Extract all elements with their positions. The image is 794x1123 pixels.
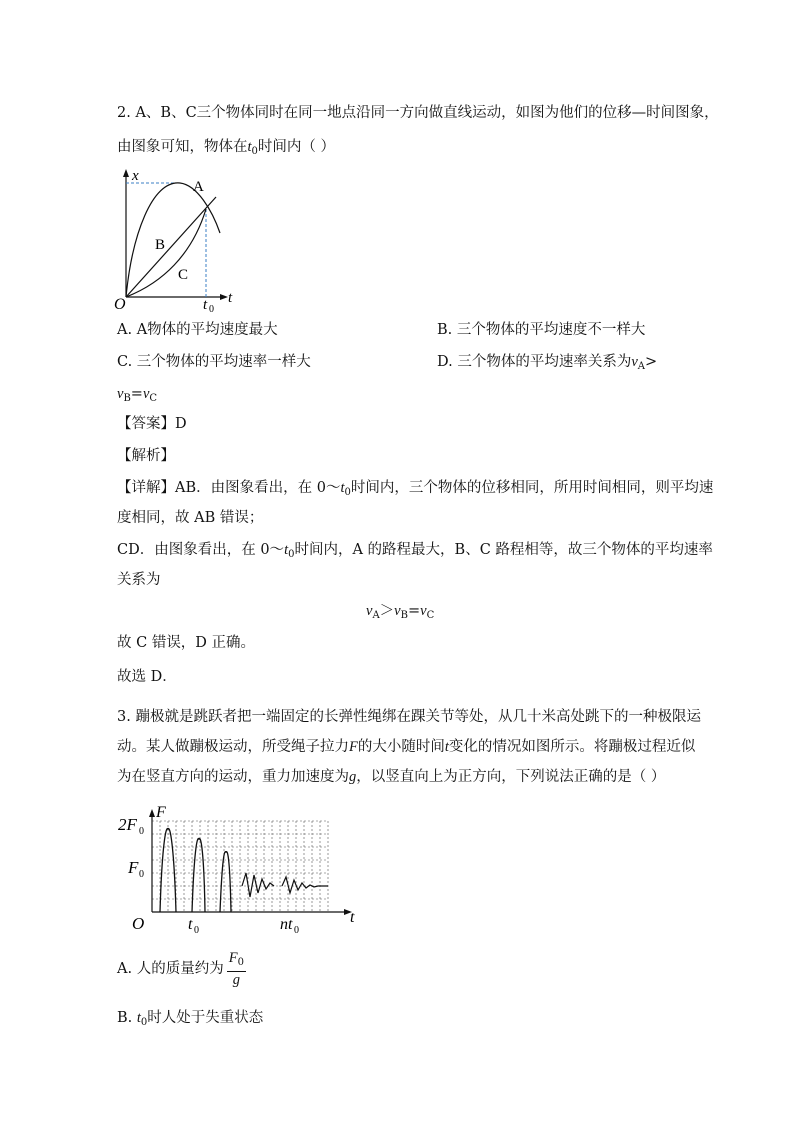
t-axis-arrow: [220, 294, 228, 300]
origin-label: O: [114, 296, 126, 313]
curve-c-label: C: [178, 267, 189, 283]
q2-option-c[interactable]: C. 三个物体的平均速率一样大: [117, 354, 311, 370]
option-d-text: D. 三个物体的平均速率关系为: [437, 354, 632, 370]
q2-conclusion: 故 C 错误，D 正确。: [117, 635, 256, 651]
sub-b: B: [123, 393, 131, 404]
t-symbol: t: [136, 1010, 141, 1026]
two-f0-label: 2F: [118, 815, 137, 834]
fraction-denominator: g: [232, 972, 240, 988]
q2-option-d-cont: [117, 384, 157, 409]
nt0-label: nt: [280, 916, 293, 933]
sub-b: B: [400, 610, 408, 621]
mass-fraction: [227, 950, 246, 988]
detail-l3-a: CD．由图象看出，在 0～: [117, 542, 285, 558]
f-axis-arrow: [149, 809, 155, 817]
eq-symbol: =: [407, 603, 421, 619]
oscillation-2: [282, 877, 328, 893]
oscillation-1: [242, 873, 274, 897]
f0-label: F: [128, 858, 139, 877]
q2-equation: [366, 601, 434, 626]
t-symbol: t: [340, 480, 345, 496]
q2-analysis-tag: 【解析】: [117, 448, 175, 464]
curve-b: [126, 197, 216, 297]
t0-symbol: t: [247, 139, 252, 155]
nt0-sub: 0: [294, 925, 299, 935]
sub-a: A: [637, 361, 645, 372]
q2-stem-text-a: 由图象可知，物体在: [117, 139, 248, 155]
x-axis-arrow: [123, 169, 129, 177]
t-symbol: t: [444, 739, 449, 755]
curve-a-label: A: [193, 179, 204, 195]
q3-l3-b: ，以竖直向上为正方向，下列说法正确的是（ ）: [356, 769, 666, 785]
q3-l2-c: 变化的情况如图所示。将蹦极过程近似: [448, 739, 696, 755]
q2-answer: [117, 414, 187, 434]
t-axis-label: t: [228, 290, 233, 306]
q3-stem-line2: [117, 737, 695, 757]
q3-option-b[interactable]: [117, 1008, 263, 1033]
x-axis-label: x: [132, 168, 139, 184]
answer-tag: 【答案】: [117, 416, 175, 432]
q2-displacement-time-graph: [112, 165, 252, 315]
v-symbol: v: [142, 386, 150, 402]
detail-l1-b: 时间内，三个物体的位移相同，所用时间相同，则平均速: [350, 480, 714, 496]
answer-value: D: [175, 416, 187, 432]
two-f0-sub: 0: [139, 826, 144, 837]
q2-stem-line1: 2. A、B、C三个物体同时在同一地点沿同一方向做直线运动，如图为他们的位移—时间图象，: [117, 105, 719, 121]
sub-c: C: [149, 393, 158, 404]
q2-option-b[interactable]: B. 三个物体的平均速度不一样大: [437, 322, 646, 338]
fraction-numerator: F: [228, 950, 238, 966]
v-symbol: v: [631, 354, 638, 370]
sub-zero: 0: [251, 146, 258, 157]
t0-sub: 0: [194, 925, 199, 935]
option-b-text: 时人处于失重状态: [147, 1010, 264, 1026]
grid: [152, 821, 328, 912]
curve-b-label: B: [155, 237, 166, 253]
q3-force-time-graph: [112, 805, 372, 935]
q2-option-d[interactable]: [437, 352, 657, 377]
option-a-text: A. 人的质量约为: [117, 961, 224, 977]
eq-symbol: =: [130, 386, 143, 402]
q3-l2-b: 的大小随时间: [357, 739, 445, 755]
f0-sub: 0: [139, 869, 144, 880]
sub-a: A: [372, 610, 380, 621]
gt-symbol: ＞: [379, 603, 395, 619]
q2-final: 故选 D．: [117, 669, 177, 685]
q3-l3-a: 为在竖直方向的运动，重力加速度为: [117, 769, 349, 785]
gt-symbol: >: [645, 354, 658, 370]
g-symbol: g: [349, 769, 357, 785]
option-b-label: B.: [117, 1010, 133, 1026]
sub-c: C: [426, 610, 435, 621]
origin-label: O: [132, 914, 145, 933]
detail-l3-b: 时间内，A 的路程最大，B、C 路程相等，故三个物体的平均速率: [294, 542, 713, 558]
pulse-2: [192, 838, 205, 912]
q3-option-a[interactable]: [117, 950, 246, 988]
detail-l1-a: 【详解】AB．由图象看出，在 0～: [117, 480, 341, 496]
pulse-3: [220, 852, 231, 912]
v-symbol: v: [366, 603, 373, 619]
q2-detail-line1: [117, 478, 713, 503]
v-symbol: v: [420, 603, 427, 619]
q3-stem-line1: 3. 蹦极就是跳跃者把一端固定的长弹性绳绑在踝关节等处，从几十米高处跳下的一种极限运: [117, 709, 701, 725]
q2-detail-line4: 关系为: [117, 572, 161, 588]
t0-label: t: [203, 297, 208, 313]
sub-zero: 0: [288, 549, 295, 560]
t0-sub-label: 0: [209, 304, 214, 315]
f-symbol: F: [349, 739, 358, 755]
q2-detail-line3: [117, 540, 713, 565]
sub-zero: 0: [140, 1017, 148, 1028]
q2-stem-line2: [117, 137, 335, 162]
t-symbol: t: [284, 542, 289, 558]
v-symbol: v: [117, 386, 124, 402]
q2-option-a[interactable]: A. A物体的平均速度最大: [117, 322, 278, 338]
f-axis-label: F: [156, 805, 166, 821]
t0-label: t: [188, 916, 193, 933]
q2-stem-text-b: 时间内（ ）: [257, 139, 336, 155]
q2-detail-line2: 度相同，故 AB 错误；: [117, 510, 264, 526]
sub-zero: 0: [237, 957, 244, 968]
v-symbol: v: [394, 603, 401, 619]
q3-stem-line3: [117, 767, 665, 787]
t-axis-label: t: [350, 909, 355, 926]
sub-zero: 0: [344, 487, 351, 498]
q3-l2-a: 动。某人做蹦极运动，所受绳子拉力: [117, 739, 349, 755]
